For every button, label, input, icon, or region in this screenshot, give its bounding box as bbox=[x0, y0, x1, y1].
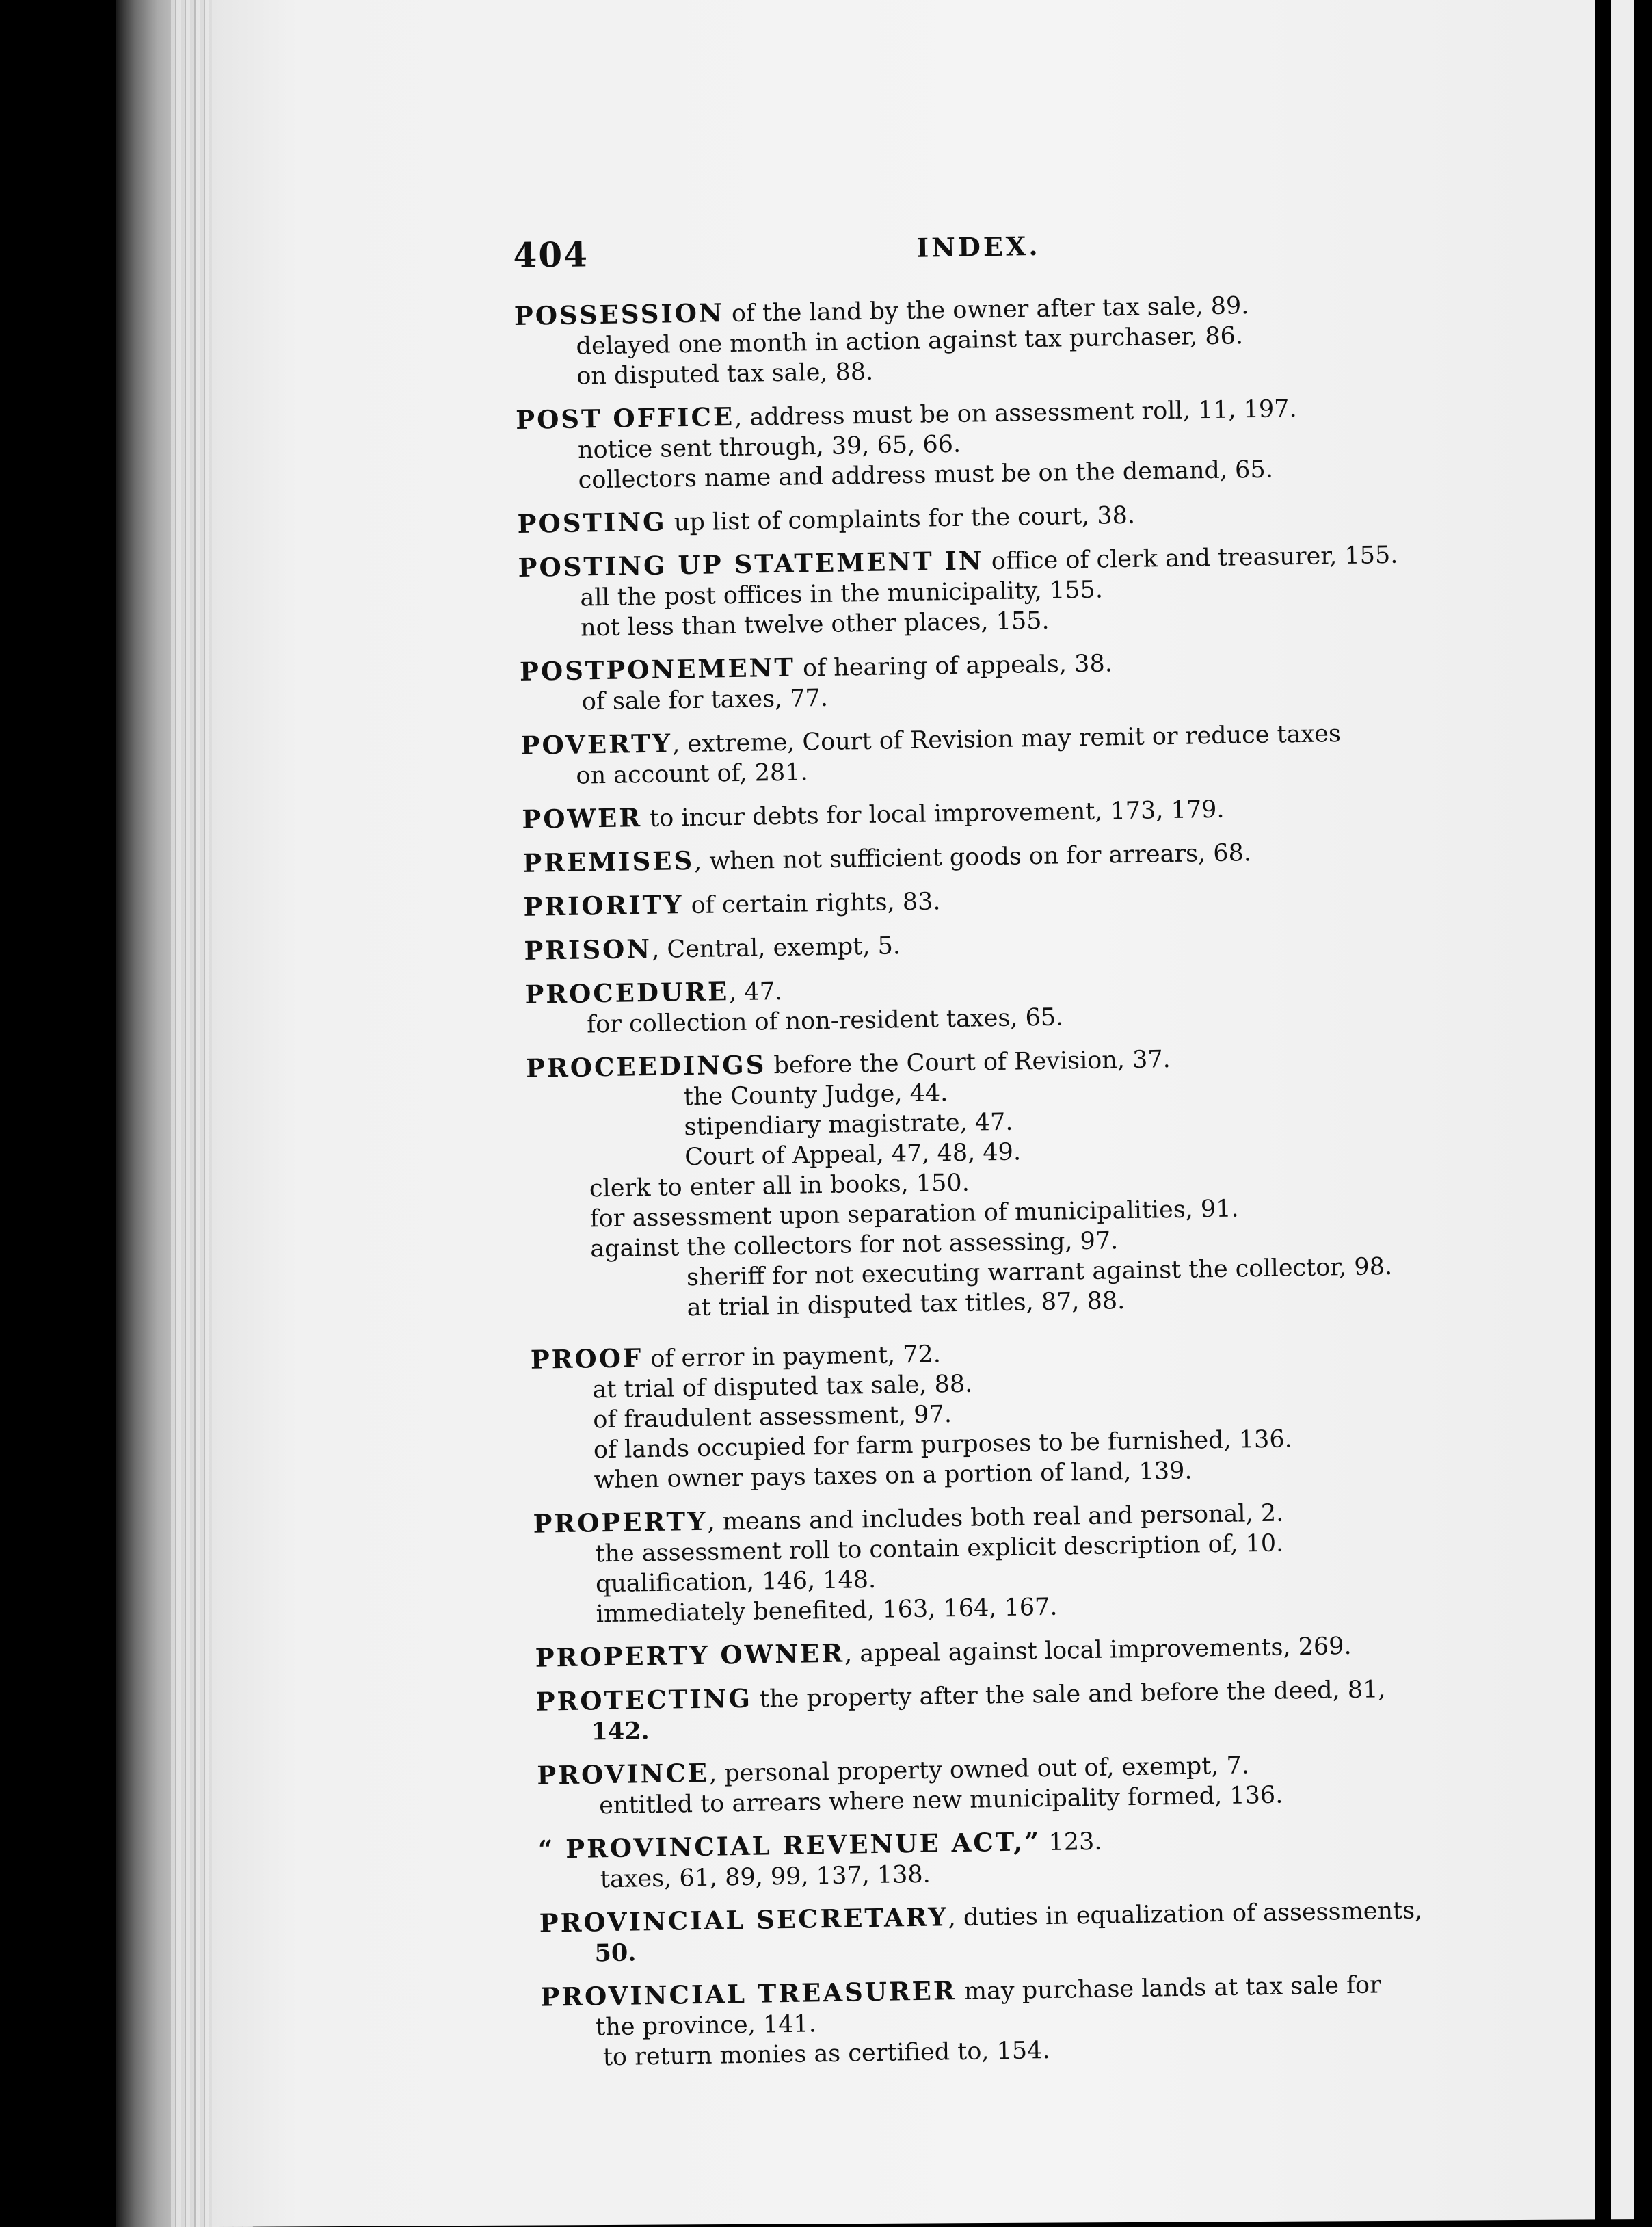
entry-heading: PROCEDURE bbox=[524, 976, 730, 1010]
index-entry bbox=[533, 1493, 1526, 1631]
entry-continuation: the province, 141. bbox=[595, 2010, 817, 2042]
index-entry bbox=[523, 876, 1515, 923]
sub-entry: not less than twelve other places, 155. bbox=[580, 607, 1050, 642]
sub-entry: all the post offices in the municipality, 155. bbox=[580, 576, 1104, 612]
entry-heading: PREMISES bbox=[522, 845, 695, 878]
entry-line bbox=[524, 920, 1516, 967]
entry-text: , when not sufficient goods on for arrears, 68. bbox=[693, 839, 1252, 875]
sub-entry: stipendiary magistrate, 47. bbox=[684, 1108, 1013, 1142]
entry-continuation: 142. bbox=[591, 1717, 650, 1746]
entry-text: up list of complaints for the court, 38. bbox=[666, 501, 1136, 537]
entry-text: , address must be on assessment roll, 11, 197. bbox=[734, 395, 1297, 432]
entry-heading: PROVINCIAL SECRETARY bbox=[539, 1901, 949, 1938]
entry-heading: “ PROVINCIAL REVENUE ACT,” bbox=[537, 1826, 1041, 1864]
index-entry bbox=[526, 1038, 1521, 1326]
entry-continuation: on account of, 281. bbox=[576, 759, 808, 790]
entry-heading: PROOF bbox=[530, 1343, 643, 1375]
entry-heading: POST OFFICE bbox=[515, 401, 735, 435]
sub-entry: the County Judge, 44. bbox=[683, 1079, 948, 1111]
entry-line bbox=[522, 789, 1514, 836]
entry-text: of hearing of appeals, 38. bbox=[795, 650, 1113, 683]
sub-entry: at trial in disputed tax titles, 87, 88. bbox=[687, 1287, 1125, 1322]
entry-line bbox=[535, 1627, 1527, 1674]
index-entry bbox=[535, 1627, 1527, 1674]
index-page-text bbox=[513, 217, 1533, 2085]
sub-entry: of fraudulent assessment, 97. bbox=[592, 1401, 952, 1434]
entry-text: , extreme, Court of Revision may remit or reduce taxes bbox=[671, 720, 1342, 759]
entry-text: 123. bbox=[1041, 1828, 1102, 1857]
index-entry bbox=[535, 1671, 1528, 1748]
entry-text: the property after the sale and before the deed, 81, bbox=[751, 1676, 1386, 1713]
sub-entry: taxes, 61, 89, 99, 137, 138. bbox=[600, 1860, 931, 1894]
index-entry bbox=[538, 1819, 1530, 1896]
sub-entry: delayed one month in action against tax purchaser, 86. bbox=[576, 322, 1244, 360]
sub-entry: for assessment upon separation of municipalities, 91. bbox=[589, 1195, 1239, 1233]
page-number: 404 bbox=[513, 234, 589, 276]
sub-entry: entitled to arrears where new municipality formed, 136. bbox=[598, 1781, 1283, 1820]
entry-heading: PROCEEDINGS bbox=[525, 1049, 767, 1083]
sub-entry: for collection of non-resident taxes, 65. bbox=[586, 1003, 1064, 1039]
sub-entry: immediately benefited, 163, 164, 167. bbox=[596, 1593, 1058, 1629]
sub-entry: of lands occupied for farm purposes to be furnished, 136. bbox=[593, 1425, 1293, 1464]
index-entry bbox=[518, 537, 1510, 644]
entry-text: may purchase lands at tax sale for bbox=[956, 1971, 1382, 2006]
index-entry bbox=[540, 1966, 1533, 2074]
scan-border bbox=[1595, 0, 1611, 2227]
sub-entry: clerk to enter all in books, 150. bbox=[589, 1169, 970, 1203]
entry-heading: PROVINCE bbox=[537, 1757, 710, 1791]
entry-text: office of clerk and treasurer, 155. bbox=[983, 541, 1398, 576]
entry-line bbox=[523, 876, 1515, 923]
entry-heading: PROPERTY bbox=[533, 1505, 708, 1539]
index-entry bbox=[522, 789, 1514, 836]
sub-entry: against the collectors for not assessing, 97. bbox=[590, 1227, 1119, 1263]
entry-heading: POVERTY bbox=[520, 728, 673, 761]
index-entry bbox=[520, 641, 1512, 718]
index-entry bbox=[537, 1745, 1529, 1822]
entry-heading: POSTING bbox=[517, 506, 667, 539]
sub-entry: when owner pays taxes on a portion of land, 139. bbox=[594, 1457, 1193, 1494]
index-entry bbox=[531, 1329, 1524, 1497]
entry-text: of the land by the owner after tax sale, 89. bbox=[723, 292, 1249, 328]
index-entry bbox=[539, 1893, 1531, 1970]
entry-heading: PROVINCIAL TREASURER bbox=[540, 1975, 957, 2012]
index-entry bbox=[522, 832, 1515, 880]
sub-entry: to return monies as certified to, 154. bbox=[602, 2036, 1050, 2072]
page-title: INDEX. bbox=[916, 230, 1041, 263]
entry-text: of error in payment, 72. bbox=[642, 1341, 942, 1373]
entry-text: of certain rights, 83. bbox=[683, 888, 941, 920]
entry-heading: POSTING UP STATEMENT IN bbox=[518, 545, 985, 583]
entry-text: before the Court of Revision, 37. bbox=[766, 1046, 1171, 1080]
entry-text: , means and includes both real and personal, 2. bbox=[707, 1499, 1284, 1536]
entry-text: , 47. bbox=[728, 977, 783, 1007]
entry-text: , personal property owned out of, exempt, 7. bbox=[708, 1752, 1250, 1788]
entry-heading: POSSESSION bbox=[514, 298, 725, 331]
entry-line bbox=[517, 493, 1509, 540]
sub-entry: notice sent through, 39, 65, 66. bbox=[577, 430, 961, 464]
index-entry bbox=[524, 920, 1516, 967]
sub-entry: the assessment roll to contain explicit description of, 10. bbox=[595, 1529, 1284, 1568]
entry-continuation: 50. bbox=[594, 1938, 637, 1968]
entry-heading: POWER bbox=[522, 802, 643, 834]
entry-heading: PROTECTING bbox=[535, 1683, 753, 1717]
index-entry bbox=[520, 715, 1513, 792]
sub-entry: sheriff for not executing warrant against the collector, 98. bbox=[686, 1252, 1393, 1292]
sub-entry: collectors name and address must be on the demand, 65. bbox=[578, 456, 1274, 495]
entry-text: , Central, exempt, 5. bbox=[651, 932, 901, 964]
entry-line bbox=[522, 832, 1515, 880]
entry-heading: PRIORITY bbox=[523, 889, 684, 922]
index-entry bbox=[514, 285, 1507, 393]
entry-text: to incur debts for local improvement, 173, 179. bbox=[641, 795, 1225, 833]
index-entry bbox=[524, 964, 1517, 1041]
sub-entry: at trial of disputed tax sale, 88. bbox=[592, 1370, 973, 1404]
entry-text: , duties in equalization of assessments, bbox=[948, 1897, 1423, 1932]
entry-heading: PRISON bbox=[524, 933, 652, 966]
sub-entry: Court of Appeal, 47, 48, 49. bbox=[684, 1138, 1022, 1172]
index-entry bbox=[516, 389, 1508, 497]
sub-entry: of sale for taxes, 77. bbox=[581, 684, 829, 716]
entry-heading: POSTPONEMENT bbox=[519, 652, 796, 687]
sub-entry: on disputed tax sale, 88. bbox=[576, 358, 874, 391]
entry-heading: PROPERTY OWNER bbox=[535, 1637, 845, 1673]
index-entry bbox=[517, 493, 1509, 540]
entry-text: , appeal against local improvements, 269. bbox=[844, 1632, 1352, 1668]
sub-entry: qualification, 146, 148. bbox=[595, 1566, 877, 1598]
